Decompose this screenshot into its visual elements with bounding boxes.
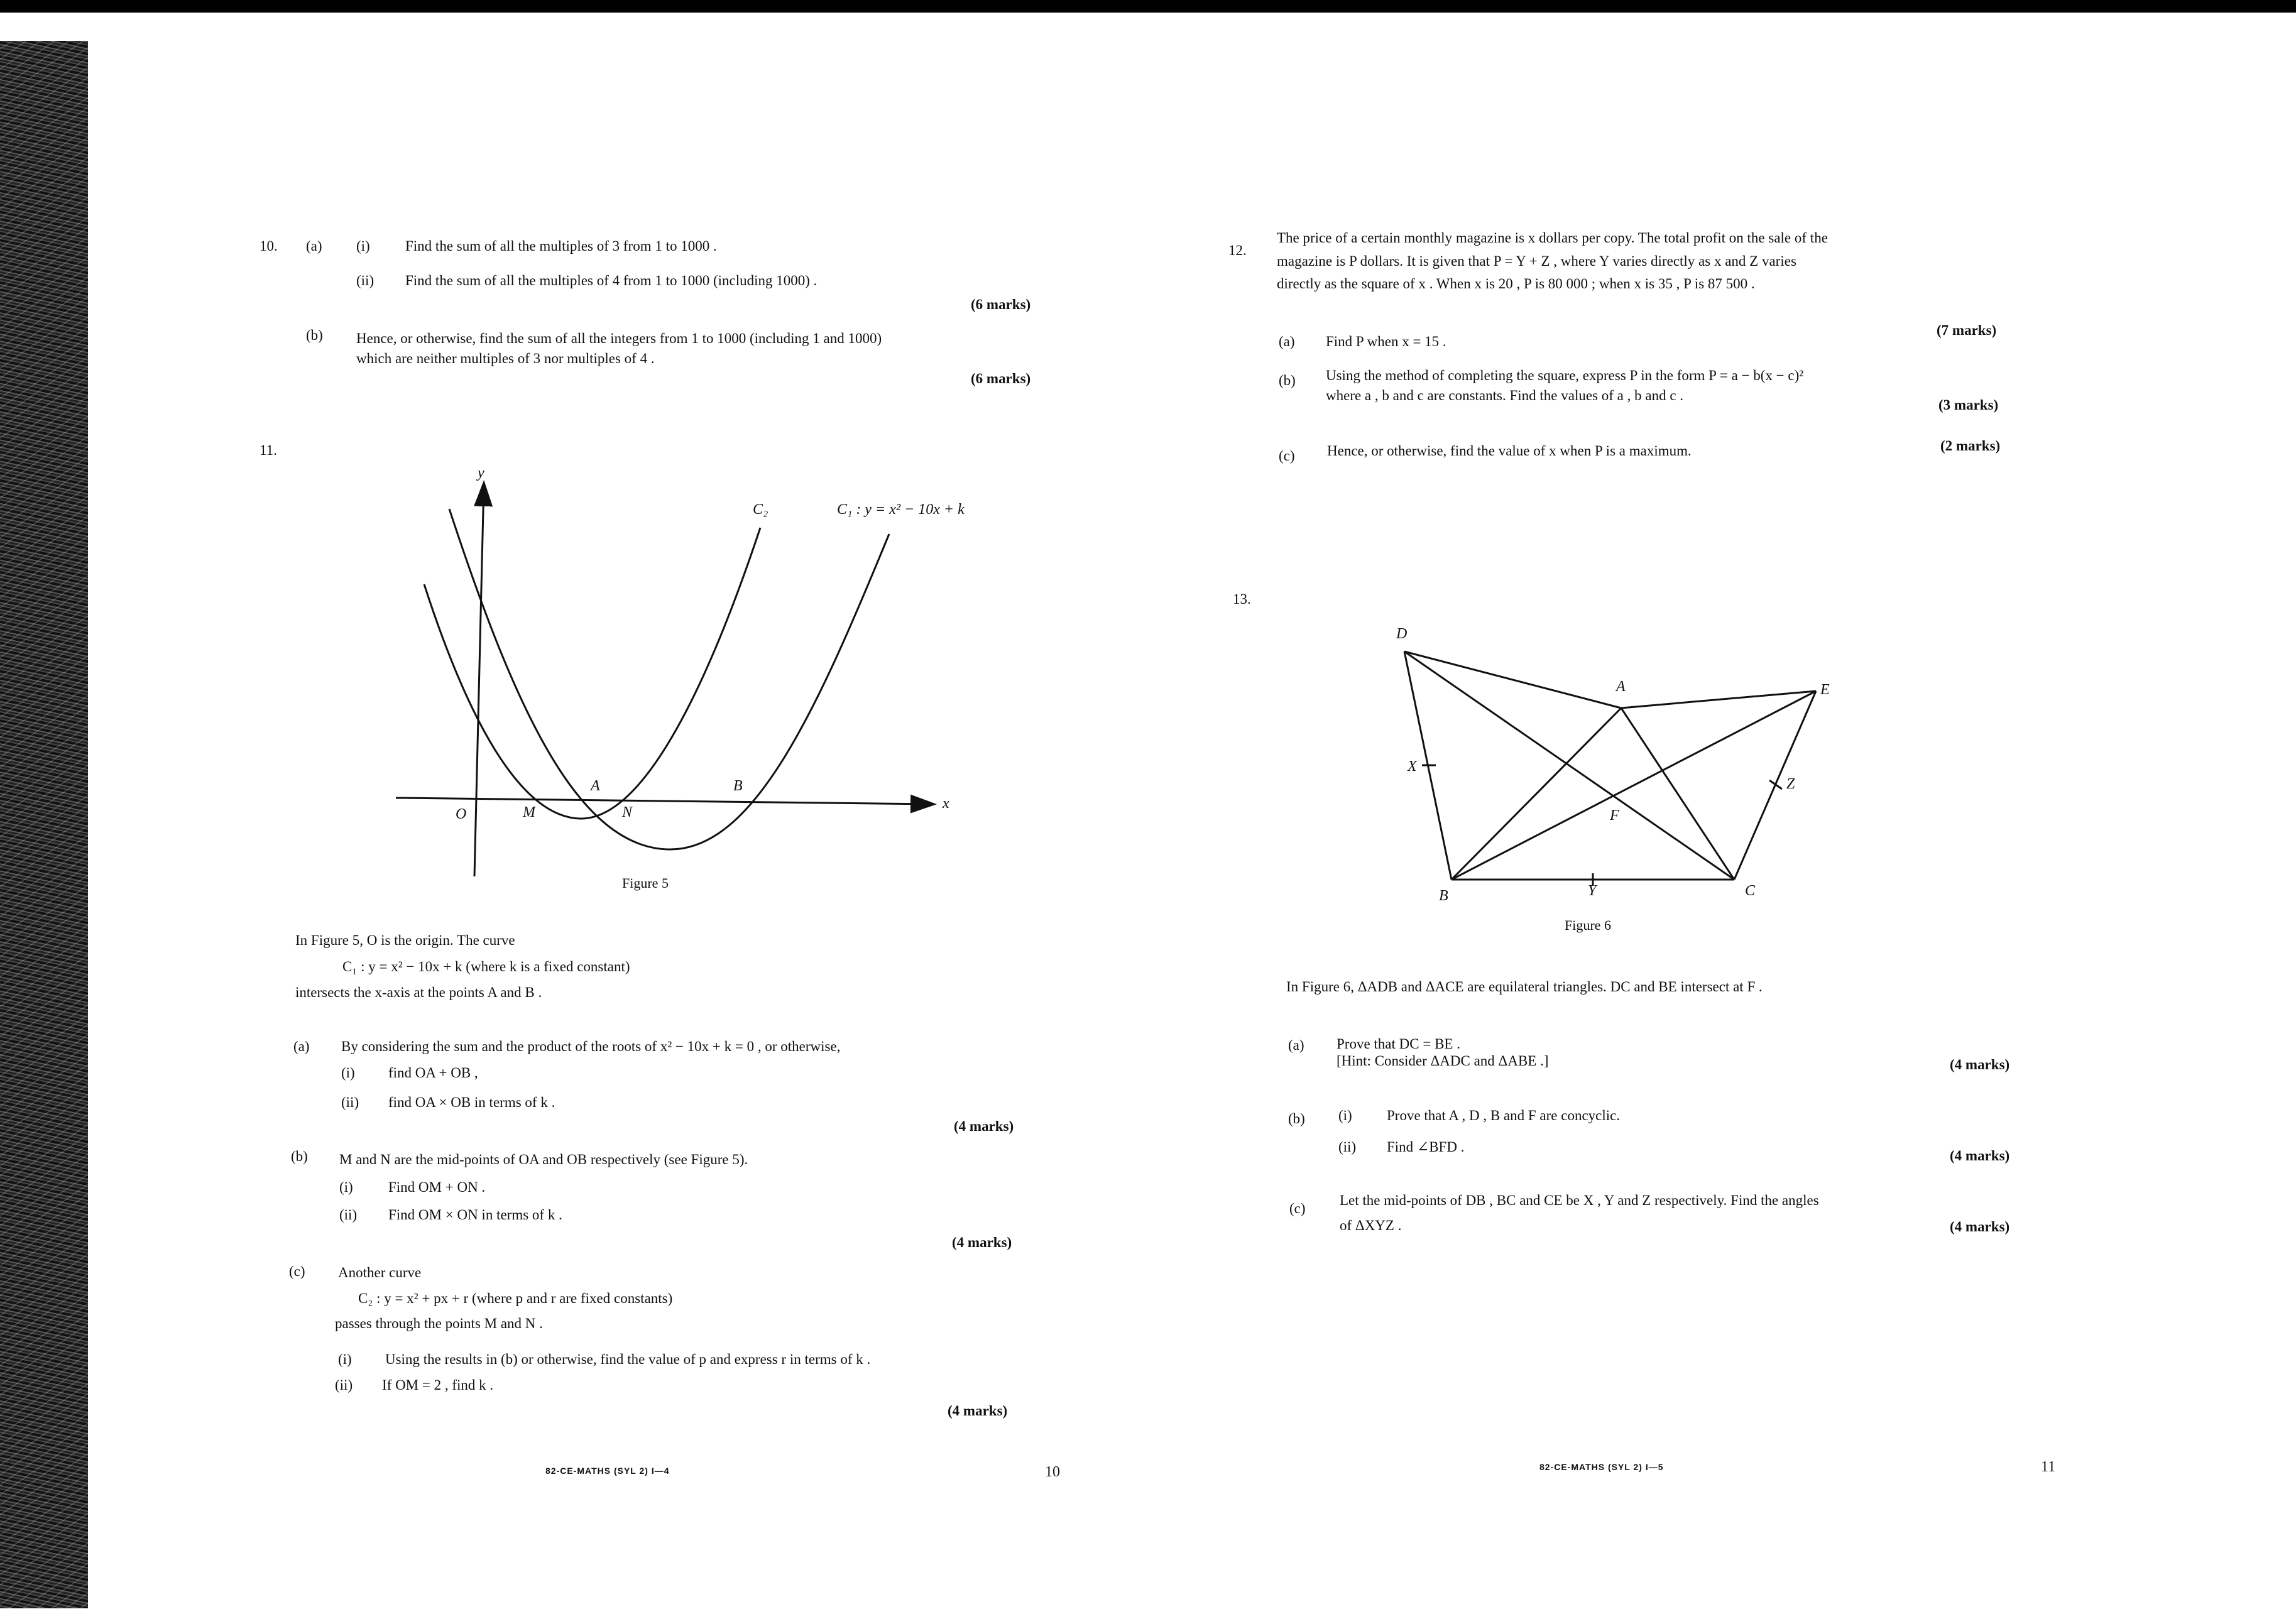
q13-c-marks: (4 marks) (1950, 1219, 2010, 1235)
curve-c2 (424, 528, 760, 819)
y-axis (474, 484, 484, 876)
q11-c-text-line3: passes through the points M and N . (335, 1316, 543, 1331)
left-footer-code: 82-CE-MATHS (SYL 2) I—4 (545, 1466, 670, 1476)
point-m-label: M (523, 804, 535, 820)
q10-a-ii: (ii) (356, 273, 374, 288)
q13-a-text-line1: Prove that DC = BE . (1337, 1036, 1460, 1052)
q11-a-marks: (4 marks) (954, 1118, 1014, 1134)
q13-part-b: (b) (1288, 1111, 1305, 1126)
q11-c-ii: (ii) (335, 1377, 353, 1393)
figure-6-caption: Figure 6 (1565, 917, 1611, 933)
point-b-label: B (733, 778, 743, 794)
point-z-label: Z (1786, 776, 1795, 792)
q12-text-line3: directly as the square of x . When x is 20 , P is 80 000 ; when x is 35 , P is 87 500 . (1277, 276, 1755, 292)
q11-a-ii: (ii) (341, 1094, 359, 1110)
curve-c1-equation: C₁ : y = x² − 10x + k (837, 501, 965, 518)
q10-number: 10. (260, 238, 278, 254)
q11-b-ii: (ii) (339, 1207, 358, 1223)
curve-c1 (449, 509, 889, 849)
q11-intro-line2: C₁ : y = x² − 10x + k (where k is a fixed constant) (342, 959, 630, 974)
q11-c-text-line1: Another curve (338, 1265, 422, 1280)
point-c-label: C (1745, 883, 1756, 899)
q11-c-marks: (4 marks) (948, 1403, 1008, 1419)
q11-b-text: M and N are the mid-points of OA and OB respectively (see Figure 5). (339, 1152, 748, 1167)
origin-label: O (456, 806, 467, 822)
point-e-label: E (1820, 682, 1830, 698)
q12-b-text-line2: where a , b and c are constants. Find the values of a , b and c . (1326, 388, 1684, 403)
q13-a-marks: (4 marks) (1950, 1057, 2010, 1072)
left-page-number: 10 (1045, 1464, 1060, 1480)
point-n-label: N (622, 804, 633, 820)
q11-intro-line1: In Figure 5, O is the origin. The curve (295, 932, 515, 948)
q13-part-c: (c) (1289, 1201, 1306, 1216)
point-f-label: F (1610, 807, 1619, 824)
figure-5-caption: Figure 5 (622, 875, 669, 891)
q12-c-marks: (2 marks) (1940, 438, 2001, 454)
point-d-label: D (1396, 626, 1408, 642)
q11-a-i: (i) (341, 1065, 355, 1081)
q12-b-text-line1: Using the method of completing the square, express P in the form P = a − b(x − c)² (1326, 368, 1804, 383)
segment-da (1404, 651, 1621, 708)
q11-a-ii-text: find OA × OB in terms of k . (388, 1094, 555, 1110)
q12-number: 12. (1228, 243, 1247, 258)
segment-ac (1621, 708, 1734, 880)
q13-b-i: (i) (1338, 1108, 1352, 1123)
segment-ab (1451, 708, 1621, 880)
q13-a-text-line2: [Hint: Consider ΔADC and ΔABE .] (1337, 1053, 1549, 1069)
curve-c2-label: C₂ (753, 501, 768, 518)
q10-b-text-line2: which are neither multiples of 3 nor multiples of 4 . (356, 351, 655, 366)
x-axis-label: x (943, 795, 949, 812)
q11-part-b: (b) (291, 1148, 308, 1164)
q12-part-a: (a) (1279, 334, 1295, 349)
figure-5-graph (377, 459, 1037, 886)
q12-part-b: (b) (1279, 373, 1296, 388)
q13-number: 13. (1233, 591, 1251, 607)
point-b-label: B (1439, 888, 1448, 904)
q13-b-i-text: Prove that A , D , B and F are concyclic. (1387, 1108, 1621, 1123)
q10-a-ii-text: Find the sum of all the multiples of 4 from 1 to 1000 (including 1000) . (405, 273, 817, 288)
q13-c-text-line1: Let the mid-points of DB , BC and CE be X , Y and Z respectively. Find the angles (1340, 1192, 1819, 1208)
q11-b-i-text: Find OM + ON . (388, 1179, 486, 1195)
y-axis-label: y (478, 465, 484, 481)
q13-b-ii: (ii) (1338, 1139, 1357, 1155)
segment-dc (1404, 651, 1734, 880)
q11-a-text: By considering the sum and the product of the roots of x² − 10x + k = 0 , or otherwise, (341, 1038, 841, 1054)
q12-text-line1: The price of a certain monthly magazine is x dollars per copy. The total profit on the sale of the (1277, 230, 1828, 246)
q13-part-a: (a) (1288, 1037, 1304, 1053)
q11-c-i: (i) (338, 1351, 352, 1367)
q11-b-i: (i) (339, 1179, 353, 1195)
point-x-label: X (1408, 758, 1417, 775)
q12-c-text: Hence, or otherwise, find the value of x when P is a maximum. (1327, 443, 1692, 459)
q10-b-marks: (6 marks) (971, 371, 1031, 386)
q11-part-a: (a) (293, 1038, 310, 1054)
q10-part-a: (a) (306, 238, 322, 254)
q11-intro-line3: intersects the x-axis at the points A and B . (295, 984, 542, 1000)
q10-a-i-text: Find the sum of all the multiples of 3 from 1 to 1000 . (405, 238, 717, 254)
point-a-label: A (1616, 679, 1626, 695)
q11-c-ii-text: If OM = 2 , find k . (382, 1377, 494, 1393)
q11-c-text-line2: C₂ : y = x² + px + r (where p and r are fixed constants) (358, 1290, 673, 1306)
q13-c-text-line2: of ΔXYZ . (1340, 1218, 1402, 1233)
q10-a-i: (i) (356, 238, 370, 254)
q11-part-c: (c) (289, 1263, 305, 1279)
book-spine-texture (0, 41, 88, 1608)
q12-a-text: Find P when x = 15 . (1326, 334, 1446, 349)
right-page-number: 11 (2041, 1459, 2056, 1475)
q12-text-line2: magazine is P dollars. It is given that P = Y + Z , where Y varies directly as x and Z varies (1277, 253, 1796, 269)
q12-b-marks: (3 marks) (1938, 397, 1999, 413)
q13-intro: In Figure 6, ΔADB and ΔACE are equilateral triangles. DC and BE intersect at F . (1286, 979, 1763, 995)
q10-a-marks: (6 marks) (971, 297, 1031, 312)
q13-b-marks: (4 marks) (1950, 1148, 2010, 1164)
q10-part-b: (b) (306, 327, 323, 343)
q12-a-marks: (7 marks) (1937, 322, 1997, 338)
q13-b-ii-text: Find ∠BFD . (1387, 1139, 1465, 1155)
point-y-label: Y (1588, 883, 1597, 899)
q12-part-c: (c) (1279, 448, 1295, 464)
q11-a-i-text: find OA + OB , (388, 1065, 478, 1081)
right-footer-code: 82-CE-MATHS (SYL 2) I—5 (1539, 1462, 1664, 1472)
q11-number: 11. (260, 442, 277, 458)
segment-be (1451, 691, 1816, 880)
scan-top-border (0, 0, 2296, 13)
q11-b-ii-text: Find OM × ON in terms of k . (388, 1207, 562, 1223)
q11-b-marks: (4 marks) (952, 1235, 1012, 1250)
q10-b-text-line1: Hence, or otherwise, find the sum of all the integers from 1 to 1000 (including 1 and 1000) (356, 330, 882, 346)
figure-6-diagram (1357, 609, 1872, 911)
q11-c-i-text: Using the results in (b) or otherwise, find the value of p and express r in terms of k . (385, 1351, 871, 1367)
point-a-label: A (591, 778, 600, 794)
